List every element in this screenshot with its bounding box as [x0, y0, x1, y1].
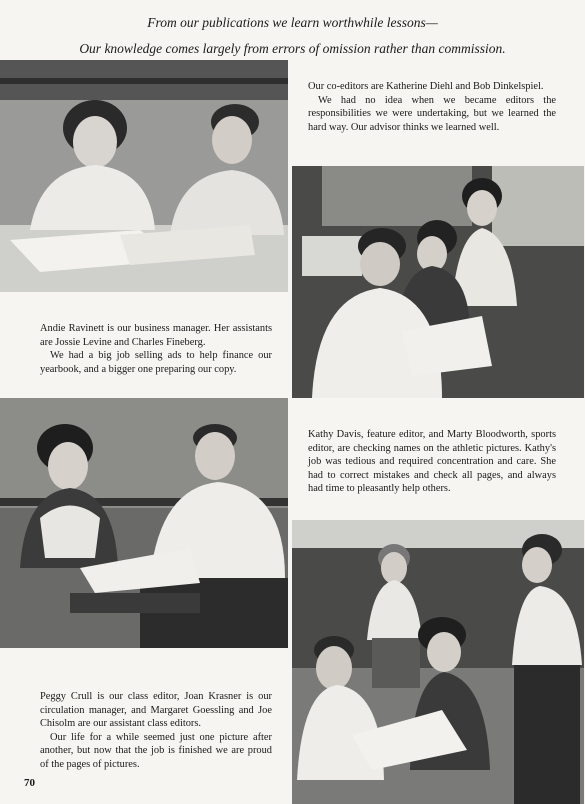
photo-feature	[0, 398, 288, 648]
caption-feature-p1: Kathy Davis, feature editor, and Marty Bloodworth, sports editor, are checking names on the athletic pictures. Kathy's job was tedious and required concentration and care. She had to correct mistakes and check all pages, and always had time to pleasantly help others.	[308, 429, 556, 495]
caption-coeditors	[308, 80, 556, 134]
caption-business-p2: We had a big job selling ads to help finance our yearbook, and a bigger one preparing our copy.	[40, 350, 272, 375]
page-number: 70	[24, 777, 35, 789]
caption-coeditors-p2: We had no idea when we became editors the responsibilities we were undertaking, but we learned the hard way. Our advisor thinks we learned well.	[308, 94, 556, 133]
caption-classed-p2: Our life for a while seemed just one picture after another, but now that the job is finished we are proud of the pages of pictures.	[40, 731, 272, 770]
photo-business	[292, 166, 584, 398]
photo-coeditors	[0, 60, 288, 292]
caption-coeditors-p1: Our co-editors are Katherine Diehl and Bob Dinkelspiel.	[308, 81, 544, 92]
header-line-2: Our knowledge comes largely from errors of omission rather than commission.	[79, 41, 506, 56]
page-header	[0, 10, 585, 62]
caption-classed-p1: Peggy Crull is our class editor, Joan Krasner is our circulation manager, and Margaret Goessling and Joe Chisolm are our assistant class editors.	[40, 691, 272, 730]
header-line-1: From our publications we learn worthwhile lessons—	[147, 15, 438, 30]
caption-business	[40, 322, 272, 376]
photo-classed	[292, 520, 584, 804]
caption-feature	[308, 428, 556, 496]
caption-classed	[40, 690, 272, 772]
caption-business-p1: Andie Ravinett is our business manager. Her assistants are Jossie Levine and Charles Fineberg.	[40, 323, 272, 348]
